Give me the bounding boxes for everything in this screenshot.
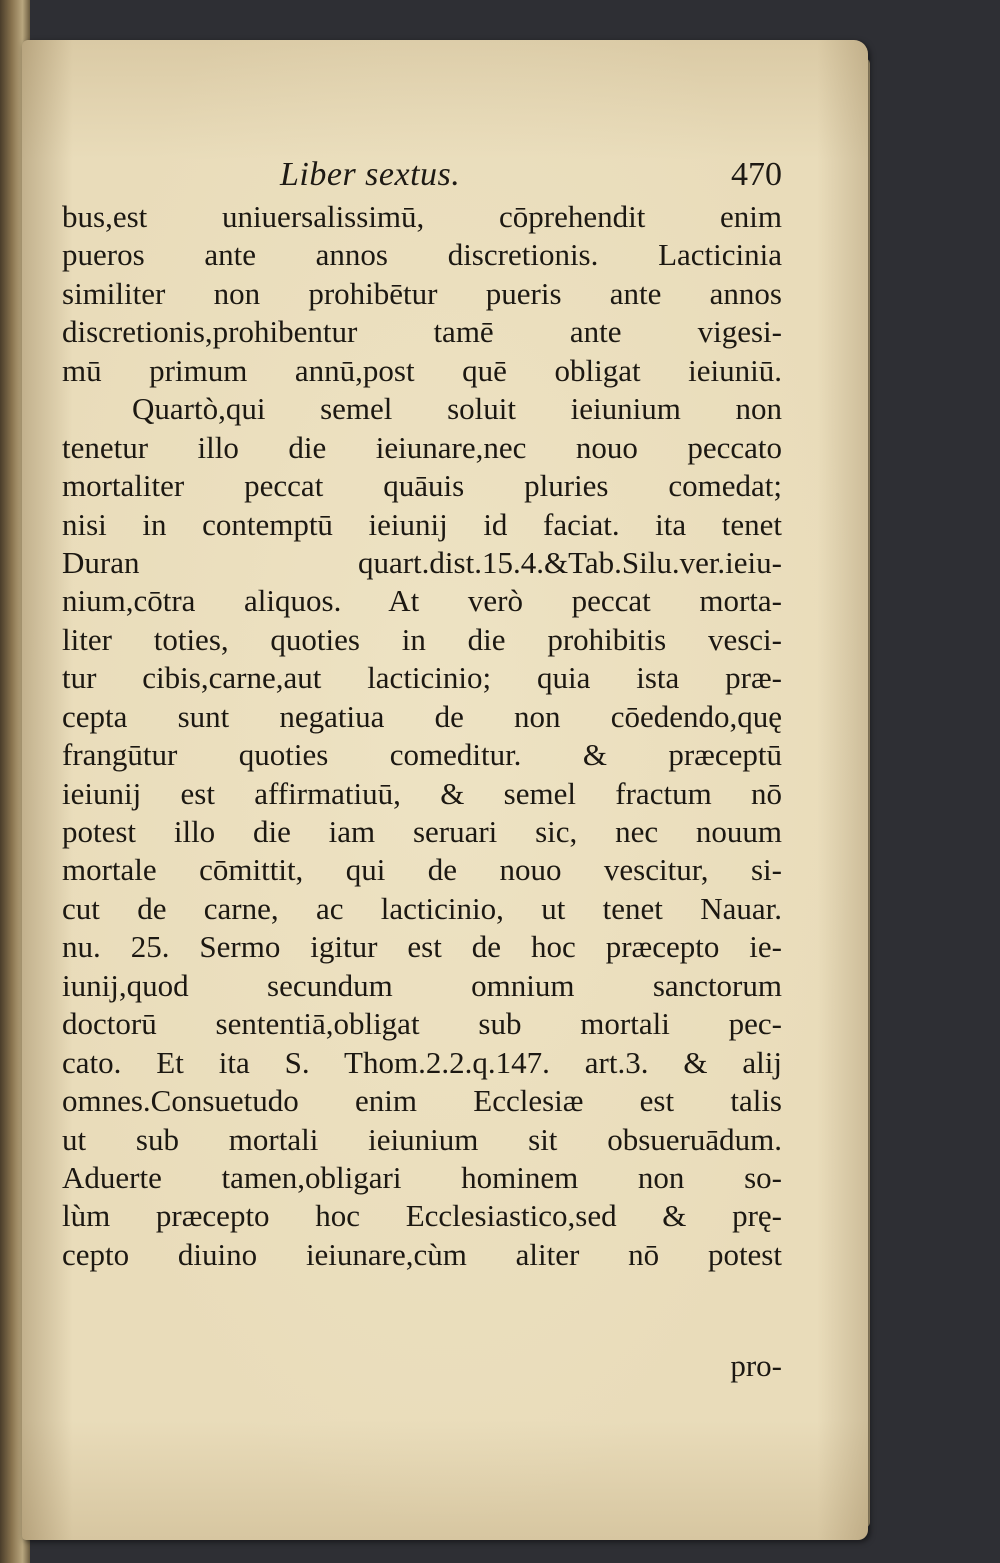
catchword-row [62,1346,782,1386]
text-line: nisi in contemptū ieiunij id faciat. ita tenet [62,506,782,542]
text-line: cepto diuino ieiunare,cùm aliter nō potest [62,1236,782,1272]
text-line: potest illo die iam seruari sic, nec nouum [62,814,782,849]
text-line: ut sub mortali ieiunium sit obsueruādum. [62,1121,782,1157]
text-line: ieiunij est affirmatiuū, & semel fractum nō [62,775,782,811]
text-line: similiter non prohibētur pueris ante annos [62,275,782,311]
text-line: tenetur illo die ieiunare,nec nouo peccato [62,429,782,465]
text-line: lùm præcepto hoc Ecclesiastico,sed & prę- [62,1198,782,1234]
text-line: bus,est uniuersalissimū, cōprehendit enim [62,199,782,234]
text-line: nu. 25. Sermo igitur est de hoc præcepto ie- [62,929,782,965]
text-line: mortale cōmittit, qui de nouo vescitur, si- [62,852,782,888]
text-line: iunij,quod secundum omnium sanctorum [62,967,782,1003]
running-head: Liber sextus. [280,156,461,193]
text-line: cato. Et ita S. Thom.2.2.q.147. art.3. & alij [62,1044,782,1080]
text-line: pueros ante annos discretionis. Lacticinia [62,237,782,273]
text-line: mū primum annū,post quē obligat ieiuniū. [62,352,782,388]
text-line: Duran quart.dist.15.4.&Tab.Silu.ver.ieiu- [62,544,782,580]
page-header [62,155,782,195]
text-line: liter toties, quoties in die prohibitis vesci- [62,621,782,657]
text-line: frangūtur quoties comeditur. & præceptū [62,737,782,773]
paragraph-start-line: Quartò,qui semel soluit ieiunium non [132,391,782,427]
text-line: doctorū sententiā,obligat sub mortali pec- [62,1006,782,1042]
text-line: nium,cōtra aliquos. At verò peccat morta- [62,583,782,619]
catchword: pro- [730,1348,782,1383]
page-number: 470 [731,156,782,193]
text-line: mortaliter peccat quāuis pluries comedat; [62,468,782,504]
text-line: cepta sunt negatiua de non cōedendo,quę [62,698,782,734]
text-line: cut de carne, ac lacticinio, ut tenet Nauar. [62,890,782,926]
text-line: tur cibis,carne,aut lacticinio; quia ista præ- [62,660,782,696]
text-line: discretionis,prohibentur tamē ante vigesi- [62,314,782,350]
text-line: Aduerte tamen,obligari hominem non so- [62,1159,782,1195]
body-text [62,198,782,1274]
text-line: omnes.Consuetudo enim Ecclesiæ est talis [62,1083,782,1119]
book-page [22,40,868,1540]
